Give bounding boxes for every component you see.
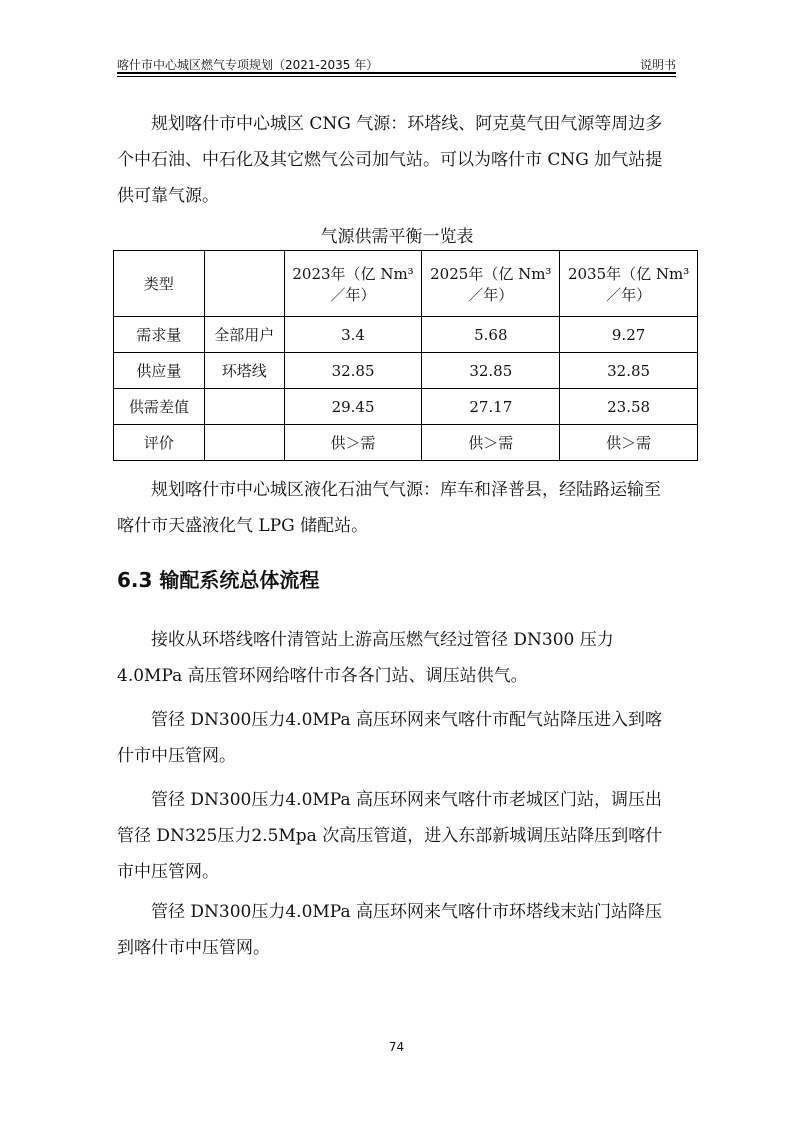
table-cell: 供＞需 [560,425,698,461]
page-number: 74 [388,1040,405,1054]
paragraph-flow-old-town-gate: 管径 DN300压力4.0MPa 高压环网来气喀什市老城区门站，调压出管径 DN325压力2.5Mpa 次高压管道，进入东部新城调压站降压到喀什市中压管网。 [117,790,663,882]
header-rule-thick [117,72,676,74]
header-rule-thin [117,76,676,77]
table-cell: 环塔线 [204,353,284,389]
table-header-cell: 类型 [114,251,205,317]
section-number: 6.3 [117,568,153,592]
table-row [114,353,698,389]
table-cell: 23.58 [560,389,698,425]
table-header-row [114,251,698,317]
table-cell: 32.85 [422,353,560,389]
table-cell: 供＞需 [422,425,560,461]
table-row [114,425,698,461]
paragraph-flow-terminal-station: 管径 DN300压力4.0MPa 高压环网来气喀什市环塔线末站门站降压到喀什市中压管网。 [117,902,663,958]
paragraph-flow-distribution-station: 管径 DN300压力4.0MPa 高压环网来气喀什市配气站降压进入到喀什市中压管网。 [117,710,663,766]
table-cell: 5.68 [422,317,560,353]
table-cell [204,389,284,425]
table-cell: 需求量 [114,317,205,353]
paragraph-lpg-source: 规划喀什市中心城区液化石油气气源：库车和泽普县，经陆路运输至喀什市天盛液化气 LPG 储配站。 [117,480,661,536]
section-heading [117,564,319,593]
table-cell: 供＞需 [284,425,422,461]
section-title: 输配系统总体流程 [159,568,320,592]
table-header-cell: 2035年（亿 Nm³／年） [560,251,698,317]
table-cell: 供应量 [114,353,205,389]
header-section-label: 说明书 [639,58,676,72]
table-header-cell [204,251,284,317]
paragraph-cng-source: 规划喀什市中心城区 CNG 气源：环塔线、阿克莫气田气源等周边多个中石油、中石化及其它燃气公司加气站。可以为喀什市 CNG 加气站提供可靠气源。 [117,114,663,206]
table-row [114,317,698,353]
table-row [114,389,698,425]
table-header-cell: 2023年（亿 Nm³／年） [284,251,422,317]
supply-demand-table [113,250,698,461]
table-cell: 9.27 [560,317,698,353]
table-caption: 气源供需平衡一览表 [320,227,474,247]
table-cell: 27.17 [422,389,560,425]
table-cell: 评价 [114,425,205,461]
table-cell: 32.85 [560,353,698,389]
table-cell: 3.4 [284,317,422,353]
table-header-cell: 2025年（亿 Nm³／年） [422,251,560,317]
table-cell: 29.45 [284,389,422,425]
table-cell: 全部用户 [204,317,284,353]
page-header [117,52,676,72]
table-cell [204,425,284,461]
table-cell: 供需差值 [114,389,205,425]
table-cell: 32.85 [284,353,422,389]
header-document-title: 喀什市中心城区燃气专项规划（2021-2035 年） [117,58,379,72]
paragraph-flow-intro: 接收从环塔线喀什清管站上游高压燃气经过管径 DN300 压力 4.0MPa 高压管环网给喀什市各各门站、调压站供气。 [117,630,614,686]
